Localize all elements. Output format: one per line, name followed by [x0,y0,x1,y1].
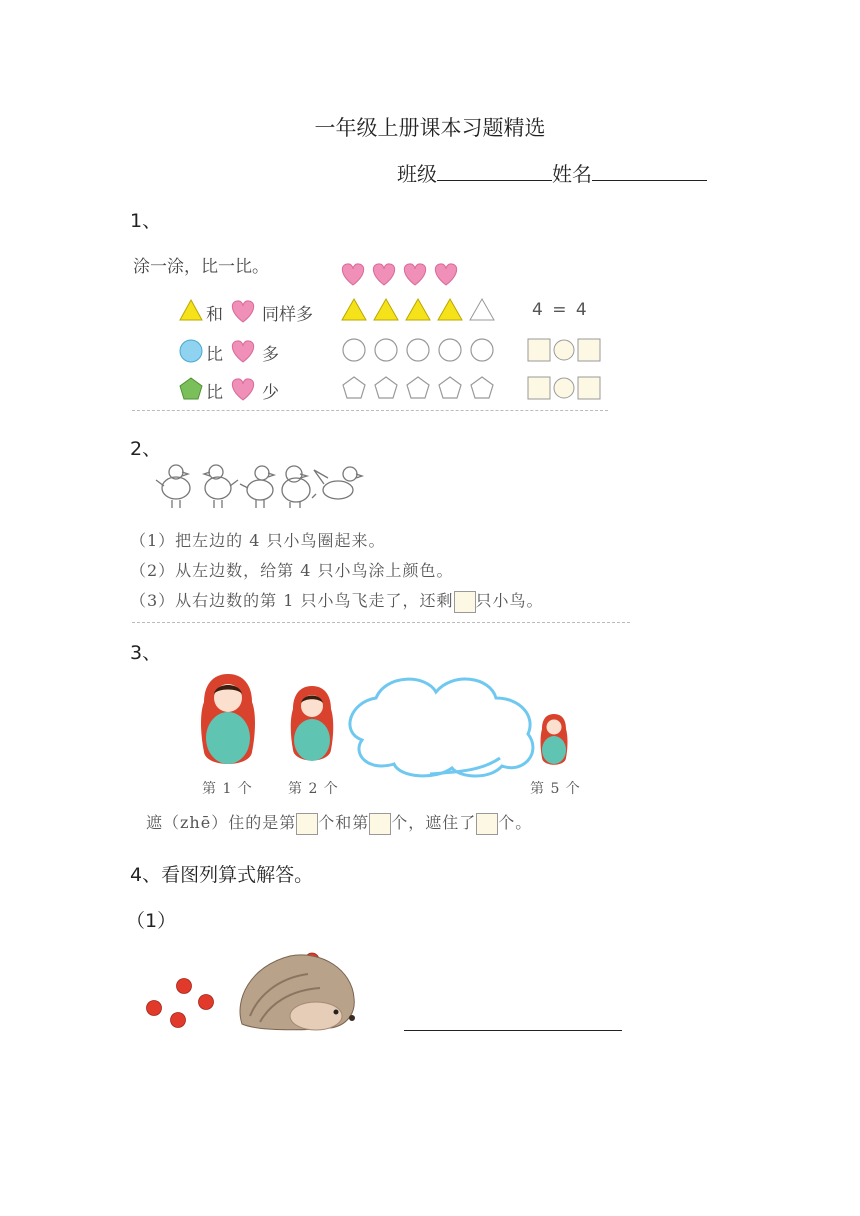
name-label: 姓名 [552,162,592,186]
q3-answer-box-2[interactable] [369,813,391,835]
q3-t1: 遮（zhē）住的是第 [146,813,297,832]
nesting-doll-icon [201,674,255,764]
q2-divider [132,622,630,623]
triangle-icon [406,299,430,320]
heart-icon [342,264,363,285]
class-blank[interactable] [437,160,552,181]
bird-icon [312,467,362,499]
q1-row2-label-a: 比 [206,345,223,365]
q4-answer-line[interactable] [404,1030,622,1031]
apple-icon [177,979,192,994]
bird-icon [204,465,238,508]
q1-row3-label-b: 少 [262,383,279,403]
circle-icon [407,339,429,361]
q1-row1-label-a: 和 [206,305,223,325]
pentagon-icon [407,377,429,398]
q1-circles[interactable] [340,336,496,364]
q3-label-2: 第 2 个 [288,781,339,797]
q2-answer-box[interactable] [454,591,476,613]
q3-label-5: 第 5 个 [530,781,581,797]
q2-sub3-a: （3）从右边数的第 1 只小鸟飞走了，还剩 [130,591,454,610]
q4-picture [140,944,360,1036]
q3-t3: 个，遮住了 [391,813,477,832]
bird-icon [156,465,190,508]
q2-sub3-b: 只小鸟。 [475,591,544,610]
apple-icon [199,995,214,1010]
circle-icon [178,338,204,364]
q3-t4: 个。 [498,813,533,832]
q1-divider [132,410,608,411]
pentagon-icon [439,377,461,398]
hedgehog-icon [240,955,355,1030]
q3-answer-box-3[interactable] [476,813,498,835]
bird-icon [240,466,274,508]
name-blank[interactable] [592,160,707,181]
triangle-icon [470,299,494,320]
q2-sub1: （1）把左边的 4 只小鸟圈起来。 [130,531,386,550]
q1-hearts-top [338,260,468,288]
nesting-doll-icon [291,686,334,761]
pentagon-icon [375,377,397,398]
q3-dolls [190,668,600,780]
q4-sub-label: （1） [126,910,177,932]
heart-icon [228,298,258,324]
heart-icon [404,264,425,285]
apple-icon [147,1001,162,1016]
q3-number: 3、 [130,642,162,664]
q2-sub3 [130,588,544,613]
circle-icon [375,339,397,361]
q3-label-1: 第 1 个 [202,781,253,797]
q1-row3-answer-boxes[interactable] [526,374,602,402]
pentagon-icon [178,376,204,402]
triangle-icon [342,299,366,320]
triangle-icon [374,299,398,320]
class-name-line [397,158,707,187]
heart-icon [228,376,258,402]
q4-title: 4、看图列算式解答。 [130,864,314,886]
page-title: 一年级上册课本习题精选 [314,116,546,140]
q1-row1-equation: 4 = 4 [532,300,589,320]
circle-icon [439,339,461,361]
pentagon-icon [343,377,365,398]
apple-icon [171,1013,186,1028]
q1-number: 1、 [130,210,162,232]
bird-icon [282,466,310,508]
triangle-icon [178,298,204,322]
q1-row2-label-b: 多 [262,345,279,365]
q2-number: 2、 [130,438,162,460]
q1-row2-answer-boxes[interactable] [526,336,602,364]
q1-instruction: 涂一涂，比一比。 [133,257,269,277]
q1-triangles[interactable] [340,296,496,324]
q3-sentence [146,810,532,835]
heart-icon [435,264,456,285]
q3-t2: 个和第 [318,813,370,832]
class-label: 班级 [397,162,437,186]
q2-birds[interactable] [148,458,370,514]
q2-sub2: （2）从左边数，给第 4 只小鸟涂上颜色。 [130,561,454,580]
q1-row1-label-b: 同样多 [262,305,313,325]
pentagon-icon [471,377,493,398]
q1-pentagons[interactable] [340,374,496,402]
cloud-icon [350,679,533,776]
triangle-icon [438,299,462,320]
nesting-doll-icon [541,714,568,765]
circle-icon [471,339,493,361]
heart-icon [373,264,394,285]
heart-icon [228,338,258,364]
q3-answer-box-1[interactable] [296,813,318,835]
circle-icon [343,339,365,361]
q1-row3-label-a: 比 [206,383,223,403]
